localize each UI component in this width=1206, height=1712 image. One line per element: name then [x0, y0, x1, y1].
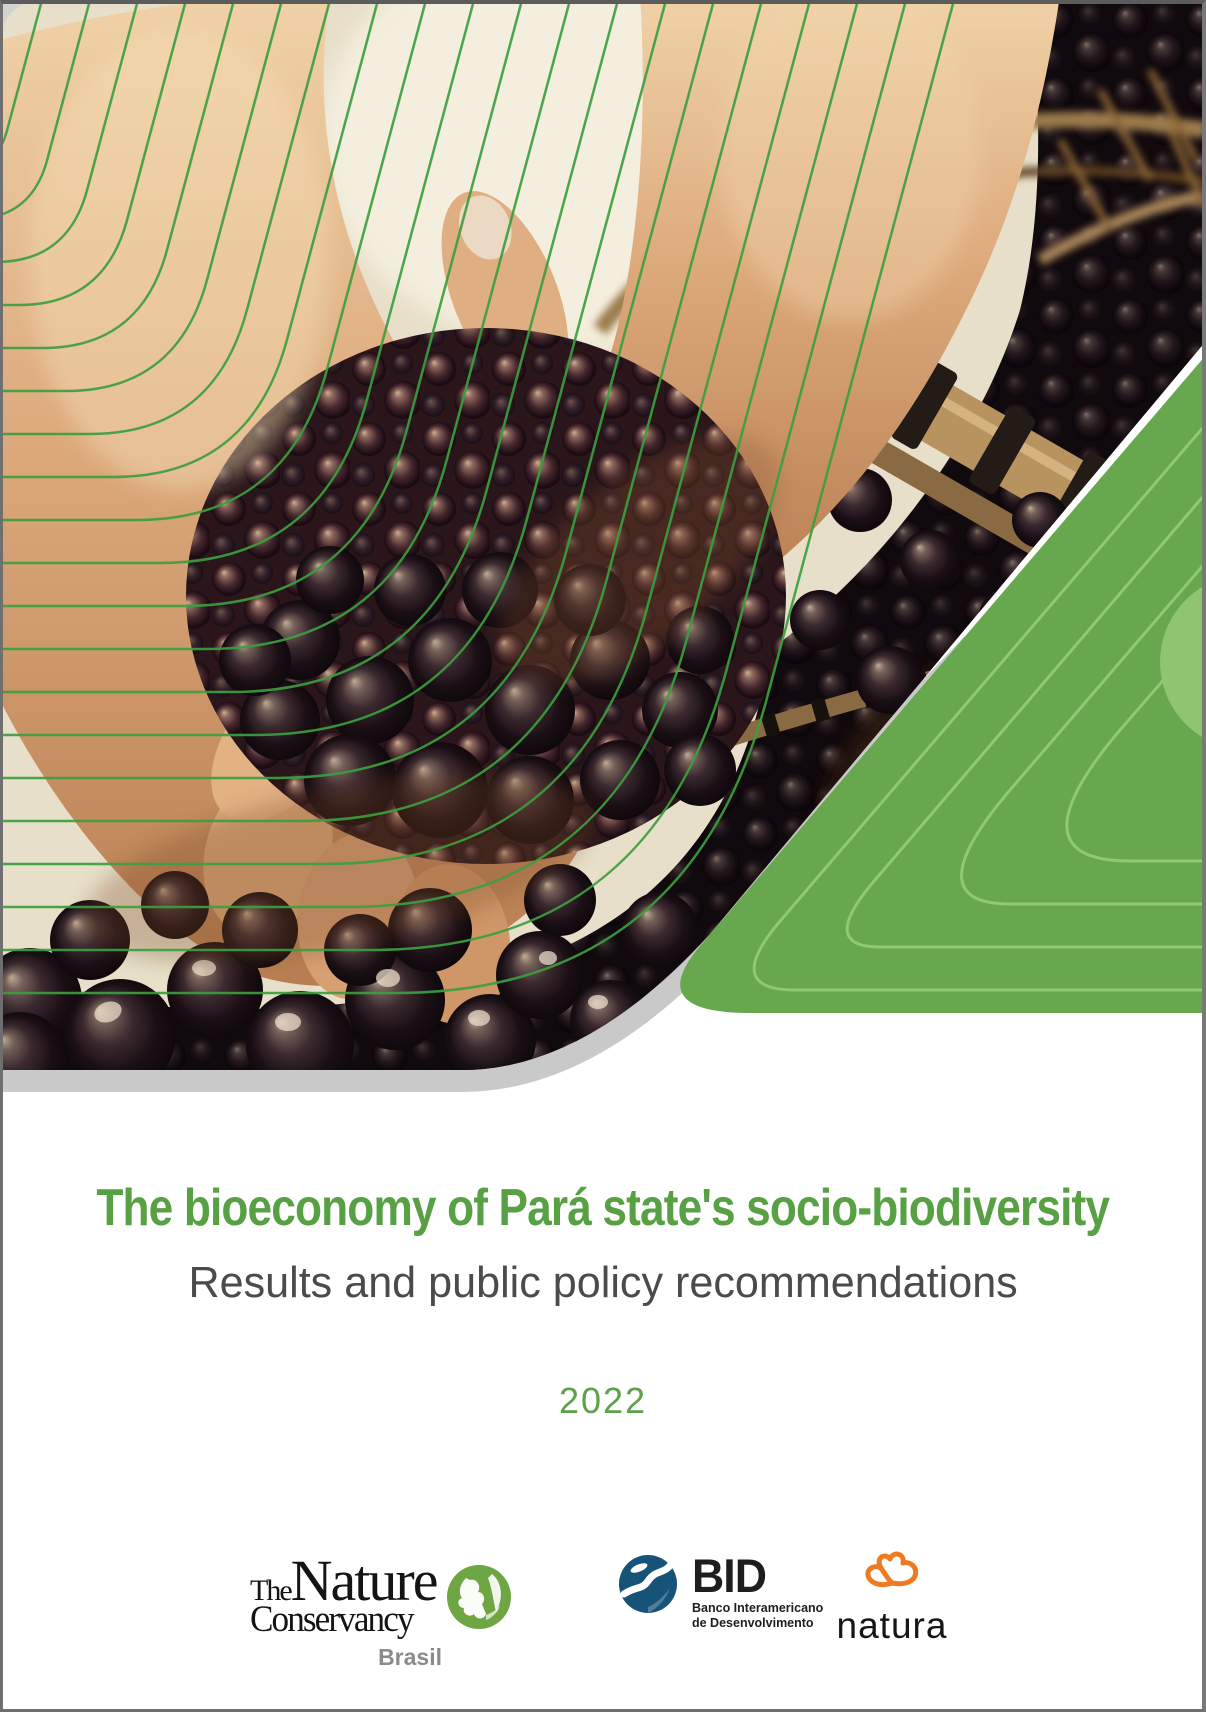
bid-acronym: BID	[692, 1549, 767, 1602]
logo-bid	[618, 1549, 824, 1630]
page-title: The bioeconomy of Pará state's socio-biodiversity	[96, 1179, 1110, 1237]
tnc-wordmark: TheNature Conservancy	[250, 1548, 437, 1640]
natura-flower-icon	[857, 1550, 927, 1598]
bid-globe-icon	[618, 1554, 678, 1614]
tnc-globe-icon	[446, 1564, 512, 1630]
logo-nature-conservancy	[250, 1548, 520, 1671]
natura-wordmark: natura	[836, 1605, 948, 1646]
bid-subtitle-line1: Banco Interamericano	[692, 1601, 824, 1616]
page-subtitle: Results and public policy recommendations	[188, 1258, 1018, 1307]
publication-year: 2022	[558, 1380, 648, 1421]
bid-subtitle-line2: de Desenvolvimento	[692, 1615, 814, 1630]
logo-natura	[826, 1550, 958, 1647]
tnc-country-label: Brasil	[378, 1644, 442, 1670]
